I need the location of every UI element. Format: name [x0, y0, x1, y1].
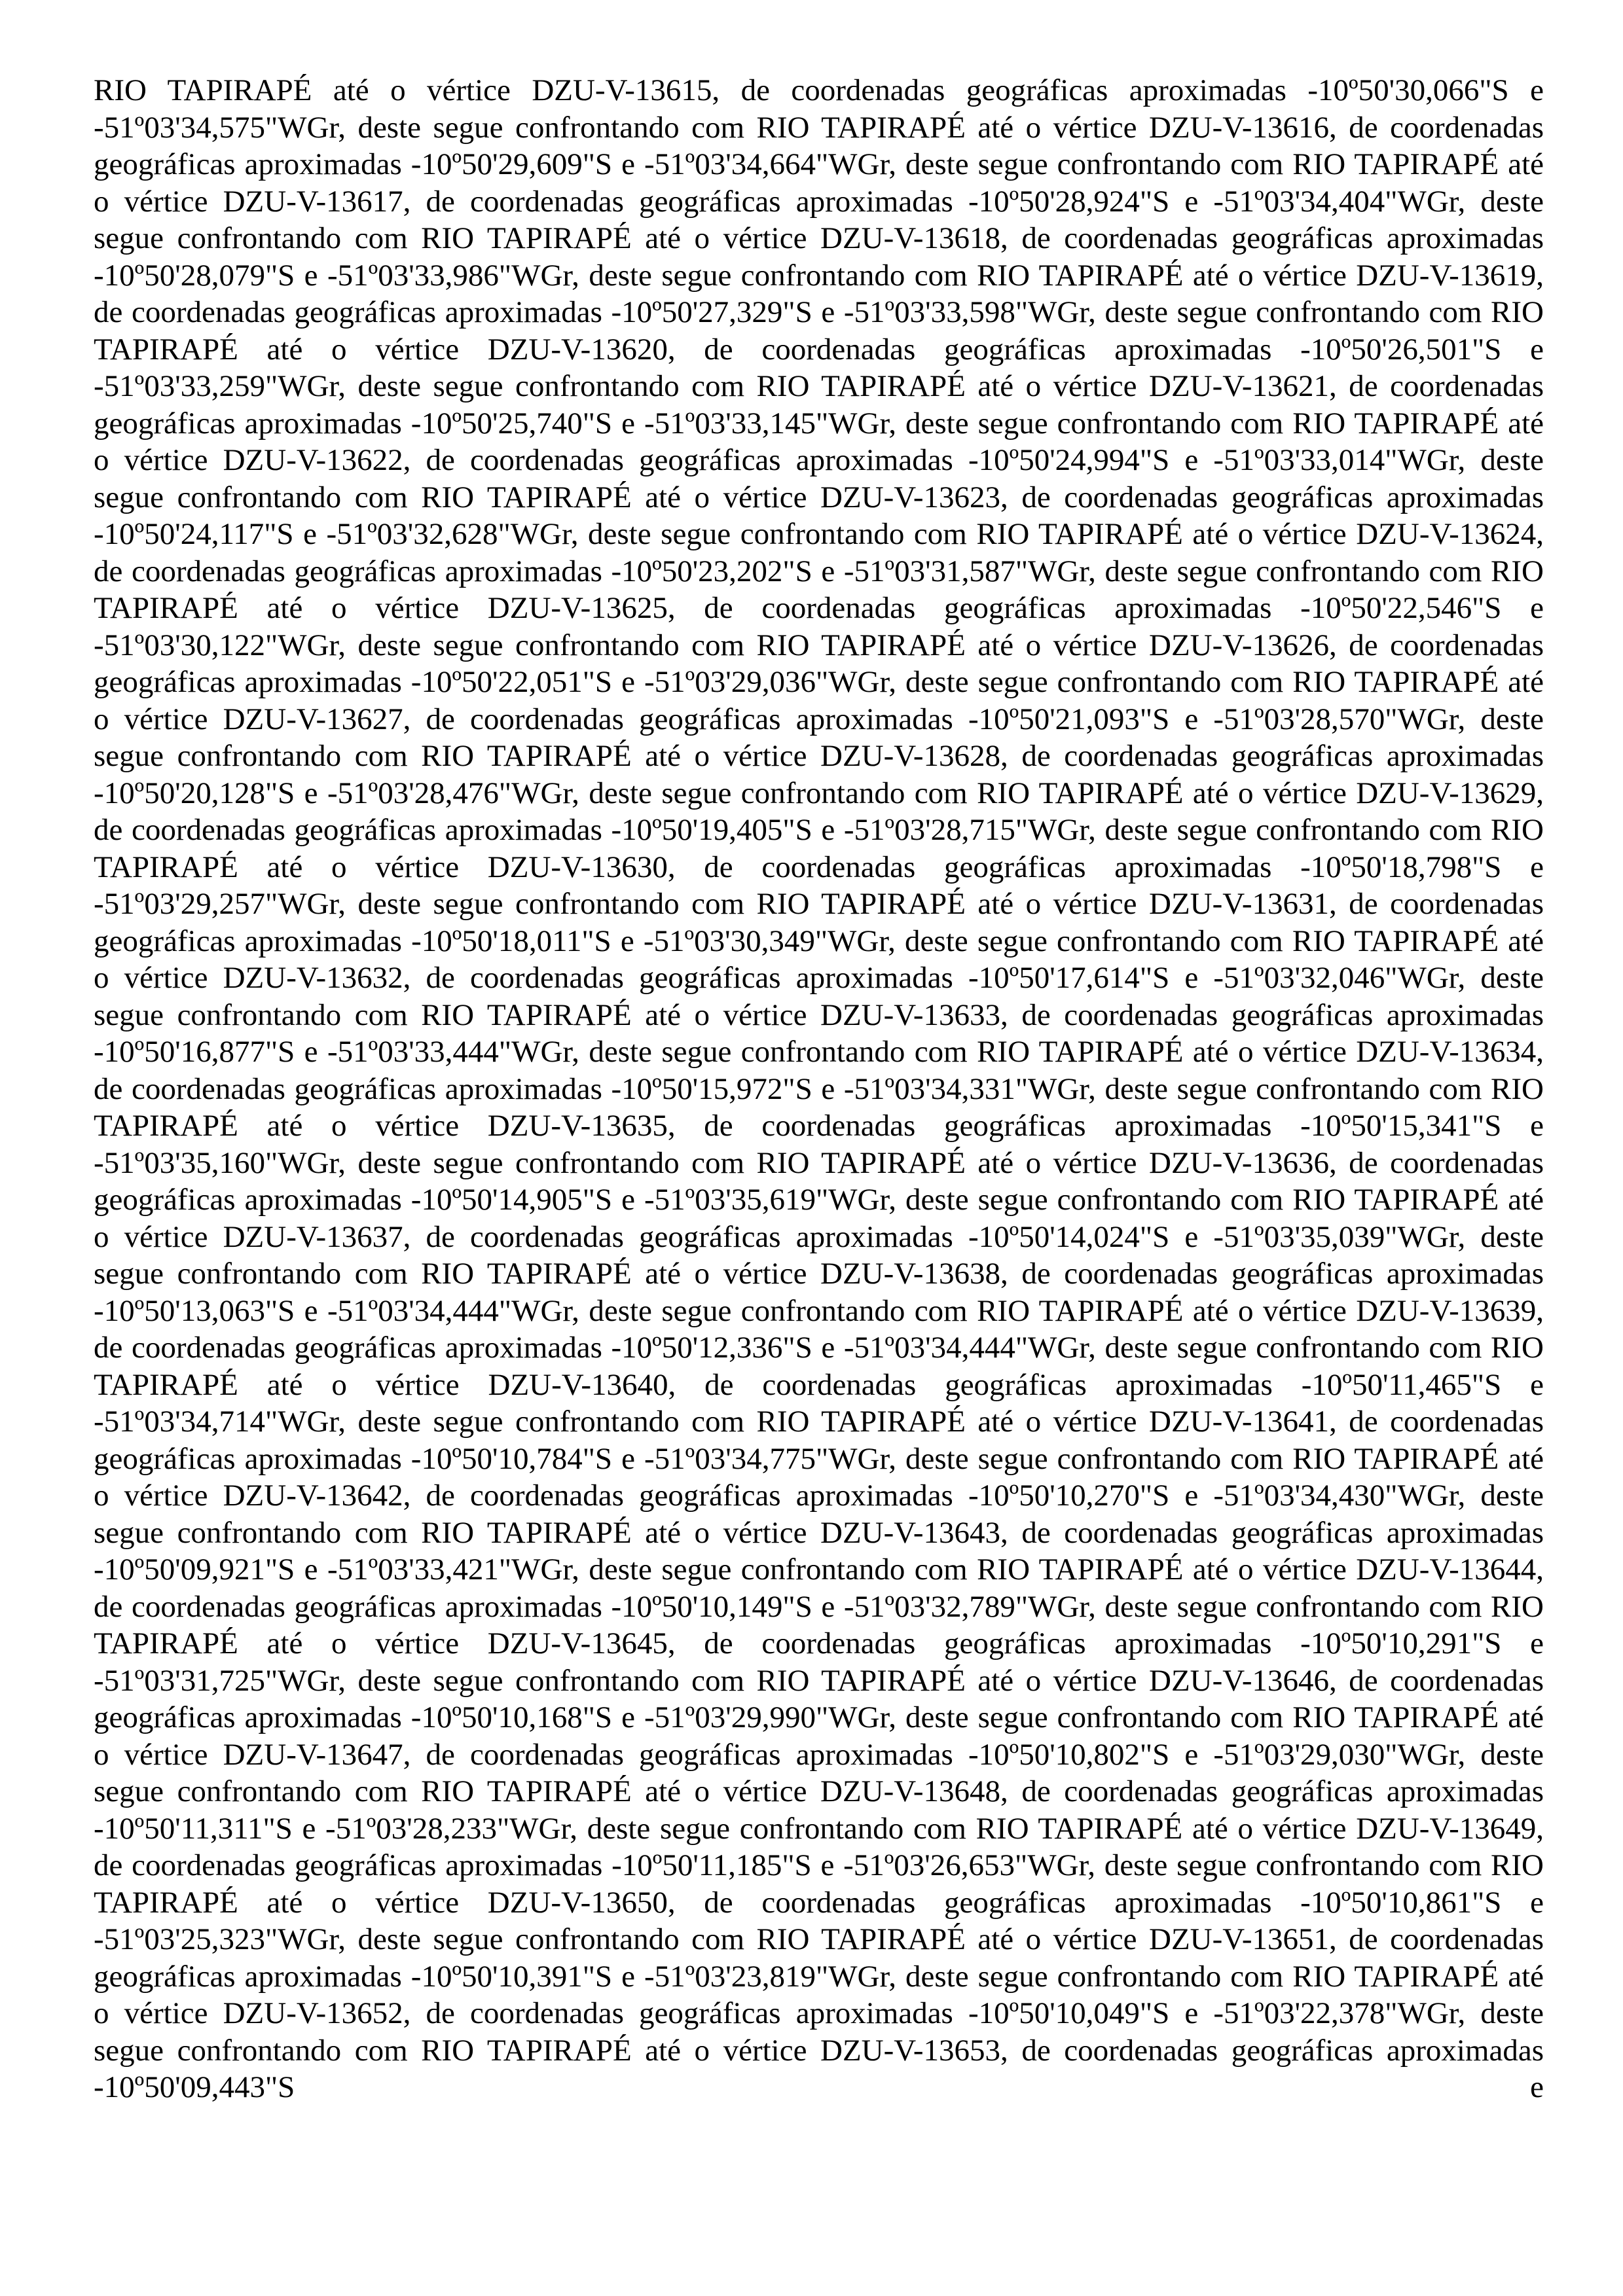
body-paragraph: RIO TAPIRAPÉ até o vértice DZU-V-13615, de coordenadas geográficas aproximadas -10º50'30,066"S e -51º03'34,575"WGr, deste segue confrontando com RIO TAPIRAPÉ até o vértice DZU-V-13616, de coordenadas geográficas aproximadas -10º50'29,609"S e -51º03'34,664"WGr, deste segue confrontando com RIO TAPIRAPÉ até o vértice DZU-V-13617, de coordenadas geográficas aproximadas -10º50'28,924"S e -51º03'34,404"WGr, deste segue confrontando com RIO TAPIRAPÉ até o vértice DZU-V-13618, de coordenadas geográficas aproximadas -10º50'28,079"S e -51º03'33,986"WGr, deste segue confrontando com RIO TAPIRAPÉ até o vértice DZU-V-13619, de coordenadas geográficas aproximadas -10º50'27,329"S e -51º03'33,598"WGr, deste segue confrontando com RIO TAPIRAPÉ até o vértice DZU-V-13620, de coordenadas geográficas aproximadas -10º50'26,501"S e -51º03'33,259"WGr, deste segue confrontando com RIO TAPIRAPÉ até o vértice DZU-V-13621, de coordenadas geográficas aproximadas -10º50'25,740"S e -51º03'33,145"WGr, deste segue confrontando com RIO TAPIRAPÉ até o vértice DZU-V-13622, de coordenadas geográficas aproximadas -10º50'24,994"S e -51º03'33,014"WGr, deste segue confrontando com RIO TAPIRAPÉ até o vértice DZU-V-13623, de coordenadas geográficas aproximadas -10º50'24,117"S e -51º03'32,628"WGr, deste segue confrontando com RIO TAPIRAPÉ até o vértice DZU-V-13624, de coordenadas geográficas aproximadas -10º50'23,202"S e -51º03'31,587"WGr, deste segue confrontando com RIO TAPIRAPÉ até o vértice DZU-V-13625, de coordenadas geográficas aproximadas -10º50'22,546"S e -51º03'30,122"WGr, deste segue confrontando com RIO TAPIRAPÉ até o vértice DZU-V-13626, de coordenadas geográficas aproximadas -10º50'22,051"S e -51º03'29,036"WGr, deste segue confrontando com RIO TAPIRAPÉ até o vértice DZU-V-13627, de coordenadas geográficas aproximadas -10º50'21,093"S e -51º03'28,570"WGr, deste segue confrontando com RIO TAPIRAPÉ até o vértice DZU-V-13628, de coordenadas geográficas aproximadas -10º50'20,128"S e -51º03'28,476"WGr, deste segue confrontando com RIO TAPIRAPÉ até o vértice DZU-V-13629, de coordenadas geográficas aproximadas -10º50'19,405"S e -51º03'28,715"WGr, deste segue confrontando com RIO TAPIRAPÉ até o vértice DZU-V-13630, de coordenadas geográficas aproximadas -10º50'18,798"S e -51º03'29,257"WGr, deste segue confrontando com RIO TAPIRAPÉ até o vértice DZU-V-13631, de coordenadas geográficas aproximadas -10º50'18,011"S e -51º03'30,349"WGr, deste segue confrontando com RIO TAPIRAPÉ até o vértice DZU-V-13632, de coordenadas geográficas aproximadas -10º50'17,614"S e -51º03'32,046"WGr, deste segue confrontando com RIO TAPIRAPÉ até o vértice DZU-V-13633, de coordenadas geográficas aproximadas -10º50'16,877"S e -51º03'33,444"WGr, deste segue confrontando com RIO TAPIRAPÉ até o vértice DZU-V-13634, de coordenadas geográficas aproximadas -10º50'15,972"S e -51º03'34,331"WGr, deste segue confrontando com RIO TAPIRAPÉ até o vértice DZU-V-13635, de coordenadas geográficas aproximadas -10º50'15,341"S e -51º03'35,160"WGr, deste segue confrontando com RIO TAPIRAPÉ até o vértice DZU-V-13636, de coordenadas geográficas aproximadas -10º50'14,905"S e -51º03'35,619"WGr, deste segue confrontando com RIO TAPIRAPÉ até o vértice DZU-V-13637, de coordenadas geográficas aproximadas -10º50'14,024"S e -51º03'35,039"WGr, deste segue confrontando com RIO TAPIRAPÉ até o vértice DZU-V-13638, de coordenadas geográficas aproximadas -10º50'13,063"S e -51º03'34,444"WGr, deste segue confrontando com RIO TAPIRAPÉ até o vértice DZU-V-13639, de coordenadas geográficas aproximadas -10º50'12,336"S e -51º03'34,444"WGr, deste segue confrontando com RIO TAPIRAPÉ até o vértice DZU-V-13640, de coordenadas geográficas aproximadas -10º50'11,465"S e -51º03'34,714"WGr, deste segue confrontando com RIO TAPIRAPÉ até o vértice DZU-V-13641, de coordenadas geográficas aproximadas -10º50'10,784"S e -51º03'34,775"WGr, deste segue confrontando com RIO TAPIRAPÉ até o vértice DZU-V-13642, de coordenadas geográficas aproximadas -10º50'10,270"S e -51º03'34,430"WGr, deste segue confrontando com RIO TAPIRAPÉ até o vértice DZU-V-13643, de coordenadas geográficas aproximadas -10º50'09,921"S e -51º03'33,421"WGr, deste segue confrontando com RIO TAPIRAPÉ até o vértice DZU-V-13644, de coordenadas geográficas aproximadas -10º50'10,149"S e -51º03'32,789"WGr, deste segue confrontando com RIO TAPIRAPÉ até o vértice DZU-V-13645, de coordenadas geográficas aproximadas -10º50'10,291"S e -51º03'31,725"WGr, deste segue confrontando com RIO TAPIRAPÉ até o vértice DZU-V-13646, de coordenadas geográficas aproximadas -10º50'10,168"S e -51º03'29,990"WGr, deste segue confrontando com RIO TAPIRAPÉ até o vértice DZU-V-13647, de coordenadas geográficas aproximadas -10º50'10,802"S e -51º03'29,030"WGr, deste segue confrontando com RIO TAPIRAPÉ até o vértice DZU-V-13648, de coordenadas geográficas aproximadas -10º50'11,311"S e -51º03'28,233"WGr, deste segue confrontando com RIO TAPIRAPÉ até o vértice DZU-V-13649, de coordenadas geográficas aproximadas -10º50'11,185"S e -51º03'26,653"WGr, deste segue confrontando com RIO TAPIRAPÉ até o vértice DZU-V-13650, de coordenadas geográficas aproximadas -10º50'10,861"S e -51º03'25,323"WGr, deste segue confrontando com RIO TAPIRAPÉ até o vértice DZU-V-13651, de coordenadas geográficas aproximadas -10º50'10,391"S e -51º03'23,819"WGr, deste segue confrontando com RIO TAPIRAPÉ até o vértice DZU-V-13652, de coordenadas geográficas aproximadas -10º50'10,049"S e -51º03'22,378"WGr, deste segue confrontando com RIO TAPIRAPÉ até o vértice DZU-V-13653, de coordenadas geográficas aproximadas -10º50'09,443"S e: [94, 73, 1544, 2104]
